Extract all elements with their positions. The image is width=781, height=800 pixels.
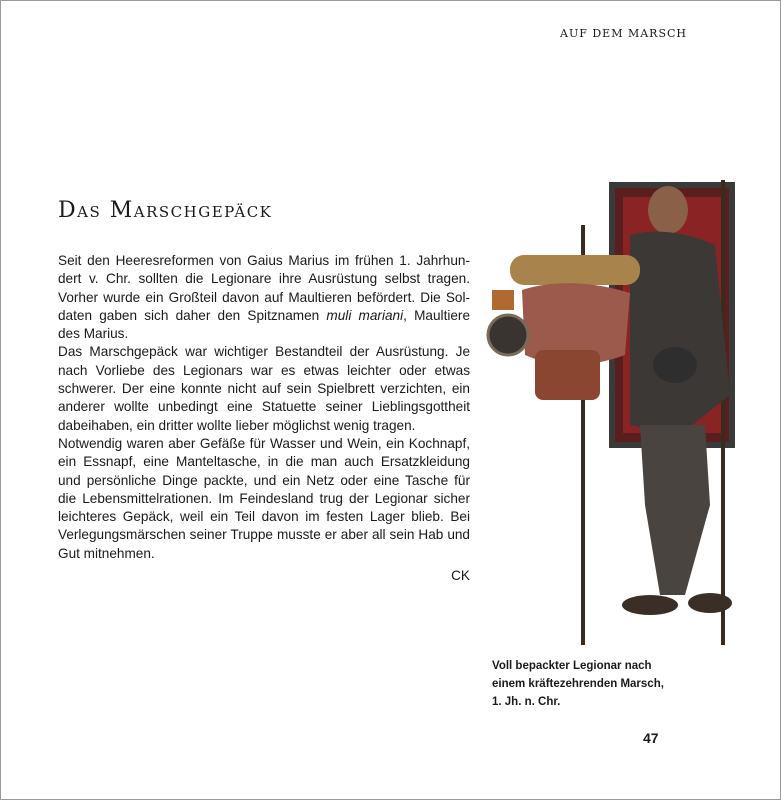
text-line: Verlegungsmärschen seiner Truppe musste er aber all sein Hab und <box>58 527 470 543</box>
text-line: Seit den Heeresreformen von Gaius Marius im frühen 1. Jahrhun- <box>58 253 470 268</box>
caption-line: 1. Jh. n. Chr. <box>492 696 561 708</box>
text-line: dert v. Chr. sollten die Legionare ihre Ausrüstung selbst tragen. <box>58 271 470 287</box>
text-segment: , Maultiere <box>403 307 471 323</box>
text-line: dabeihaben, ein dritter wollte lieber möglichst wenig tragen. <box>58 417 416 433</box>
text-line: anderer wollte unbedingt eine Statuette seiner Lieblingsgottheit <box>58 399 470 415</box>
page-title: Das Marschgepäck <box>58 198 273 223</box>
text-line: des Marius. <box>58 326 129 342</box>
text-segment: daten gaben sich daher den Spitznamen <box>58 307 327 323</box>
author-initials: CK <box>451 568 470 584</box>
figure-caption <box>492 657 664 711</box>
text-line <box>58 307 470 325</box>
legs <box>640 425 710 595</box>
patera <box>492 290 514 310</box>
helmet <box>653 347 697 383</box>
italic-term: muli mariani <box>326 307 404 323</box>
boot-right <box>688 593 732 613</box>
head <box>648 186 688 234</box>
text-line: und persönliche Dinge packte, und ein Netz oder eine Tasche für <box>58 472 470 488</box>
caption-line: Voll bepackter Legionar nach <box>492 660 652 672</box>
cooking-pan <box>488 315 528 355</box>
boot-left <box>622 595 678 615</box>
running-head: AUF DEM MARSCH <box>560 27 687 40</box>
satchel <box>535 350 600 400</box>
body-text <box>58 252 470 585</box>
text-line: Das Marschgepäck war wichtiger Bestandteil der Ausrüstung. Je <box>58 344 470 360</box>
text-line: Vorher wurde ein Großteil davon auf Maultieren befördert. Die Sol- <box>58 289 470 305</box>
caption-line: einem kräftezehrenden Marsch, <box>492 678 664 690</box>
text-line: nach Vorliebe des Legionars war es etwas leichter oder etwas <box>58 362 470 378</box>
cloak <box>630 232 730 435</box>
text-line: Notwendig waren aber Gefäße für Wasser und Wein, ein Kochnapf, <box>58 435 470 451</box>
page-number: 47 <box>643 730 659 746</box>
legionary-illustration <box>480 175 750 655</box>
text-line: Gut mitnehmen. <box>58 545 155 561</box>
text-line: leichteres Gepäck, weil ein Teil davon im festen Lager blieb. Bei <box>58 509 470 525</box>
bedroll <box>510 255 640 285</box>
text-line: schwerer. Der eine konnte nicht auf sein Spielbrett verzichten, ein <box>58 381 470 397</box>
text-line: die Lebensmittelrationen. Im Feindesland trug der Legionar sicher <box>58 490 470 506</box>
text-line: ein Essnapf, eine Manteltasche, in die man auch Ersatzkleidung <box>58 454 470 470</box>
